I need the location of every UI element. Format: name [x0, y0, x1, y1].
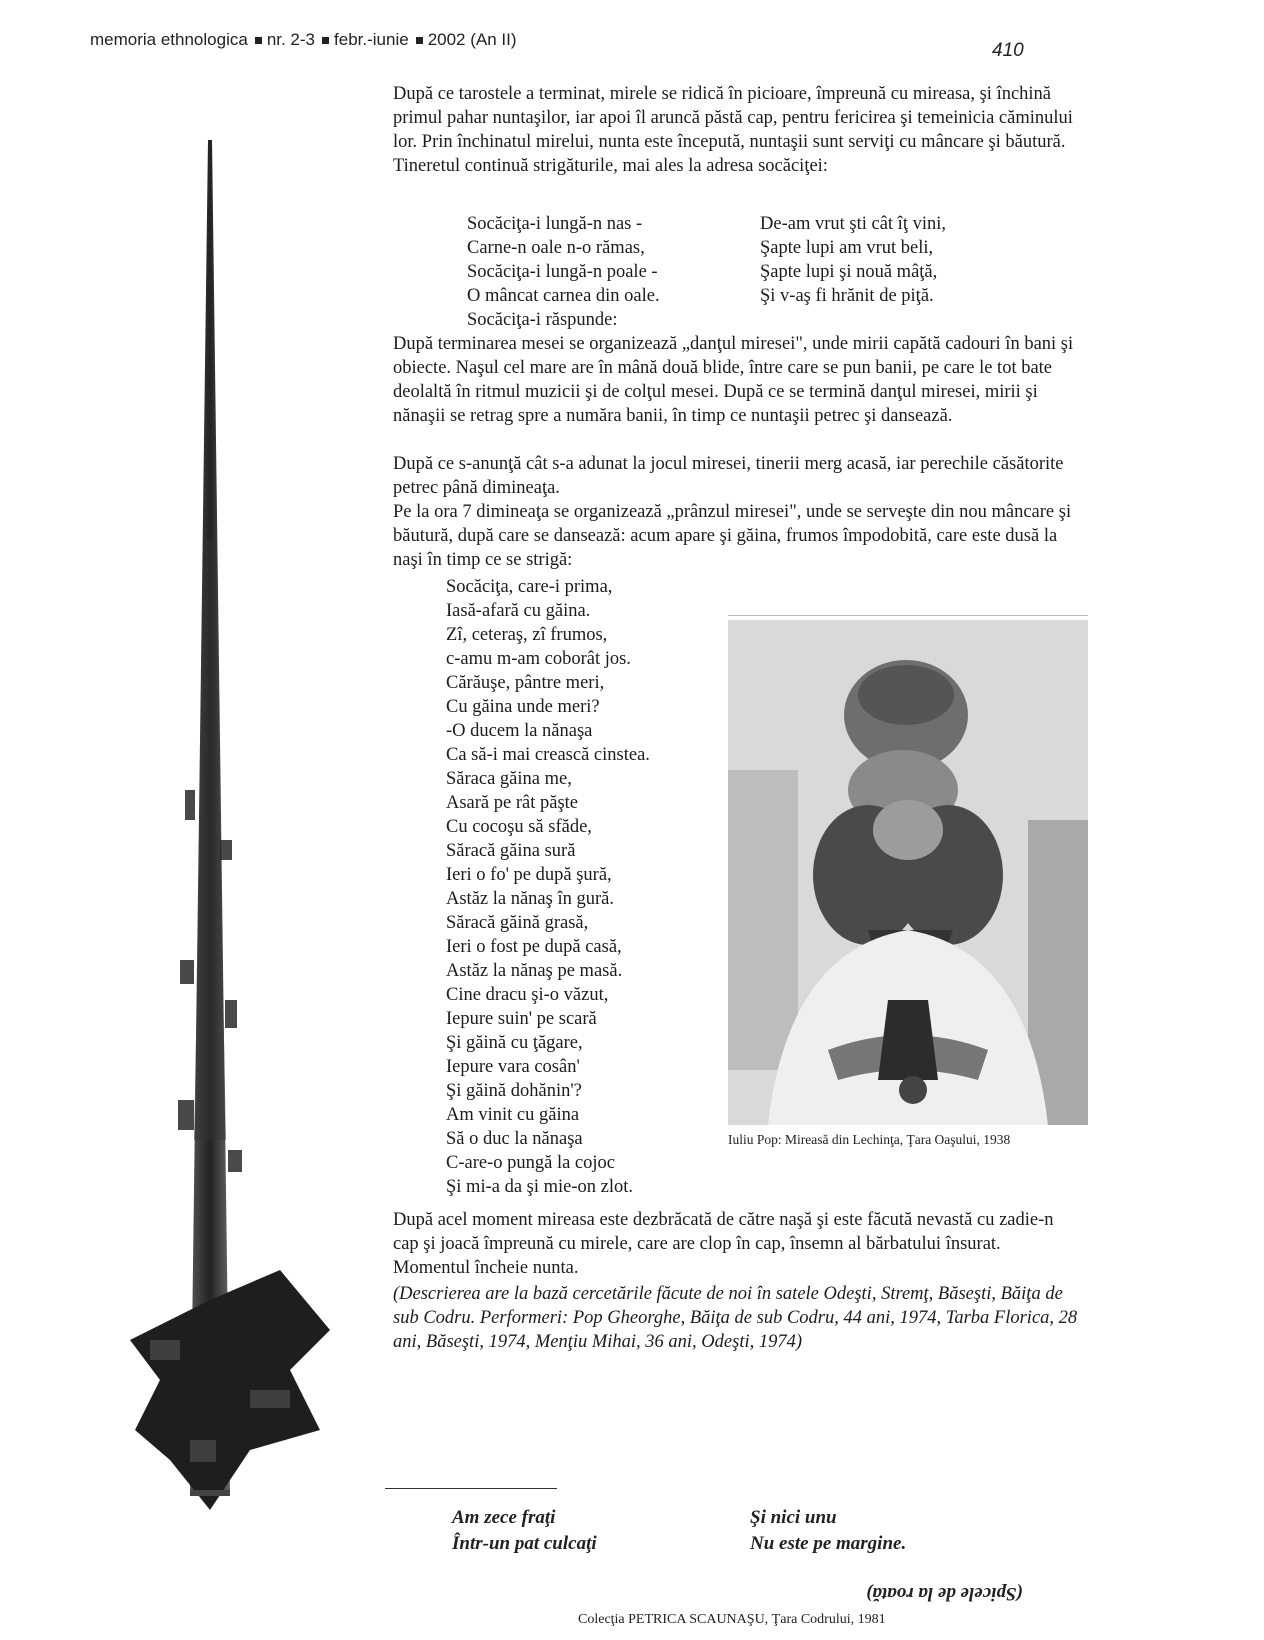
square-bullet-icon — [255, 37, 262, 44]
square-bullet-icon — [416, 37, 423, 44]
verse-line: Iepure suin' pe scară — [446, 1009, 597, 1029]
verse-line: Şapte lupi şi nouă mâţă, — [760, 262, 938, 282]
riddle-line: Am zece fraţi — [452, 1507, 556, 1528]
verse-line: Ca să-i mai crească cinstea. — [446, 745, 650, 765]
paragraph-4: Pe la ora 7 dimineaţa se organizează „prânzul miresei", unde se serveşte din nou mâncare şi băutură, după care se dansează: acum apare şi găina, frumos împodobită, care este dusă la naşi în timp ce se strigă: — [393, 502, 1072, 570]
verse-line: Săracă găina sură — [446, 841, 576, 861]
riddle-line: Şi nici unu — [750, 1507, 837, 1528]
verse-line: Am vinit cu găina — [446, 1105, 580, 1125]
footer-rule — [385, 1488, 557, 1489]
verse-line: Şi găină dohănin'? — [446, 1081, 582, 1101]
verse-line: Socăciţa-i lungă-n poale - — [467, 262, 658, 282]
verse-line: Cu cocoşu să sfăde, — [446, 817, 592, 837]
journal-title: memoria ethnologica — [90, 30, 248, 49]
verse-line: Iepure vara cosân' — [446, 1057, 580, 1077]
photo-top-rule — [728, 615, 1088, 616]
verse-line: Socăciţa-i lungă-n nas - — [467, 214, 643, 234]
verse-line: Ieri o fost pe după casă, — [446, 937, 622, 957]
paragraph-3: După ce s-anunţă cât s-a adunat la jocul miresei, tinerii merg acasă, iar perechile căsătorite petrec până dimineaţa. — [393, 454, 1064, 498]
riddle-left — [452, 1505, 597, 1557]
square-bullet-icon — [322, 37, 329, 44]
verse-line: -O ducem la nănaşa — [446, 721, 593, 741]
riddle-right — [750, 1505, 906, 1557]
verse-line: Cărăuşe, pântre meri, — [446, 673, 605, 693]
verse-line: Şi găină cu ţăgare, — [446, 1033, 583, 1053]
verse-line: Ieri o fo' pe după şură, — [446, 865, 612, 885]
paragraph-5: După acel moment mireasa este dezbrăcată de către naşă şi este făcută nevastă cu zadie-n cap şi joacă împreună cu mirele, care are clop în cap, însemn al bărbatului însurat. Momentul încheie nunta. — [393, 1210, 1054, 1278]
photo-caption: Iuliu Pop: Mireasă din Lechinţa, Ţara Oaşului, 1938 — [728, 1132, 1011, 1147]
riddle-line: Nu este pe margine. — [750, 1533, 907, 1554]
verse-line: Asară pe rât păşte — [446, 793, 579, 813]
verse-line: Şi v-aş fi hrănit de piţă. — [760, 286, 934, 306]
verse-line: Şi mi-a da şi mie-on zlot. — [446, 1177, 634, 1197]
verse-line: Socăciţa, care-i prima, — [446, 577, 613, 597]
page-number: 410 — [992, 40, 1024, 61]
running-header — [90, 30, 517, 50]
verse-line: O mâncat carnea din oale. — [467, 286, 660, 306]
verse-line: Astăz la nănaş pe masă. — [446, 961, 623, 981]
verse-line: Astăz la nănaş în gură. — [446, 889, 614, 909]
verse-2 — [446, 575, 650, 1199]
verse-line: c-amu m-am coborât jos. — [446, 649, 631, 669]
verse-line: Săraca găina me, — [446, 769, 572, 789]
verse-line: Săracă găină grasă, — [446, 913, 589, 933]
verse-line: Zî, ceteraş, zî frumos, — [446, 625, 608, 645]
riddle-line: Într-un pat culcaţi — [452, 1533, 597, 1554]
research-note: (Descrierea are la bază cercetările făcute de noi în satele Odeşti, Stremţ, Băseşti, Băiţa de sub Codru. Performeri: Pop Gheorghe, Băiţa de sub Codru, 44 ani, 1974, Tarba Florica, 28 ani, Băseşti, 1974, Menţiu Mihai, 36 ani, Odeşti, 1974) — [393, 1284, 1078, 1352]
verse-1-right-column — [760, 212, 946, 308]
paragraph-1: După ce tarostele a terminat, mirele se ridică în picioare, împreună cu mireasa, şi închină primul pahar nuntaşilor, iar apoi îl aruncă păstă cap, pentru fericirea şi temeinicia căminului lor. Prin închinatul mirelui, nunta este începută, nuntaşii sunt serviţi cu mâncare şi băutură. Tineretul continuă strigăturile, mai ales la adresa socăciţei: — [393, 84, 1073, 176]
verse-1-left-column — [467, 212, 660, 332]
verse-line: Cu găina unde meri? — [446, 697, 600, 717]
verse-line: Cine dracu şi-o văzut, — [446, 985, 609, 1005]
issue-year: 2002 (An II) — [427, 30, 517, 49]
verse-line: Să o duc la nănaşa — [446, 1129, 583, 1149]
verse-line: De-am vrut şti cât îţ vini, — [760, 214, 946, 234]
riddle-answer-upside-down: (Spicele de la roată) — [866, 1583, 1023, 1604]
verse-line: C-are-o pungă la cojoc — [446, 1153, 615, 1173]
issue-period: febr.-iunie — [334, 30, 409, 49]
verse-line: Socăciţa-i răspunde: — [467, 310, 618, 330]
verse-line: Iasă-afară cu găina. — [446, 601, 591, 621]
paragraph-2: După terminarea mesei se organizează „danţul miresei", unde mirii capătă cadouri în bani şi obiecte. Naşul cel mare are în mână două blide, între care se pun banii, pe care le tot bate deolaltă în ritmul muzicii şi de colţul mesei. După ce se termină danţul miresei, mirii şi nănaşii se retrag spre a număra banii, în timp ce nuntaşii petrec şi dansează. — [393, 334, 1074, 426]
issue-number: nr. 2-3 — [266, 30, 316, 49]
verse-line: Şapte lupi am vrut beli, — [760, 238, 934, 258]
verse-line: Carne-n oale n-o rămas, — [467, 238, 645, 258]
bride-photograph — [728, 620, 1088, 1125]
collection-credit: Colecţia PETRICA SCAUNAŞU, Ţara Codrului, 1981 — [578, 1612, 886, 1627]
decorative-tree-illustration — [130, 140, 350, 1560]
